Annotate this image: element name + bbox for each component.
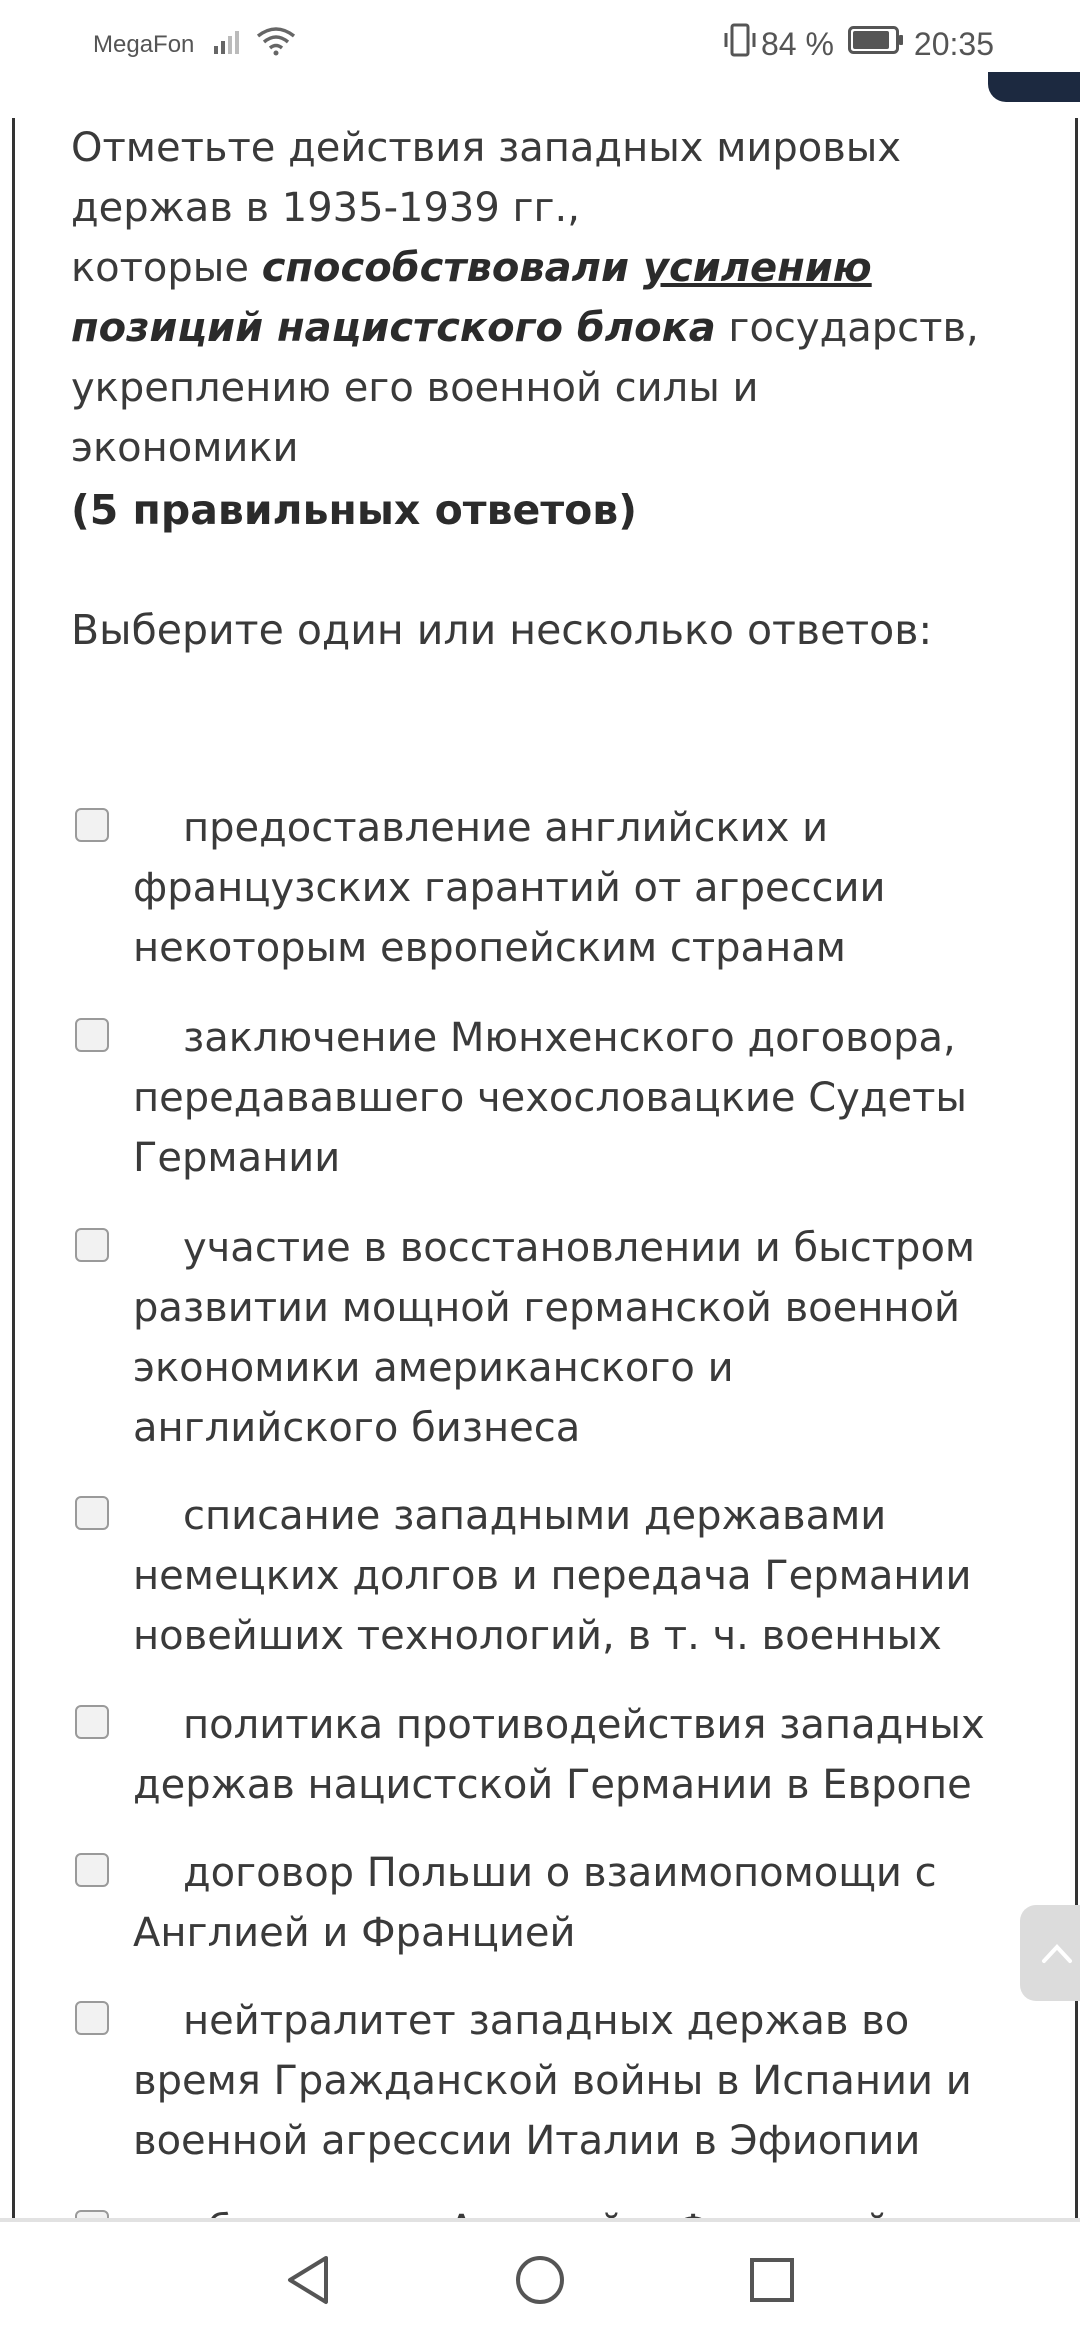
question-line-2 [71,238,991,478]
carrier-name: MegaFon [93,30,195,58]
battery-icon [848,25,904,63]
nav-recents-button[interactable] [746,2252,798,2312]
quiz-question-panel [12,118,1078,2218]
question-line-1: Отметьте действия западных мировых держав в 1935-1939 гг., [71,125,902,231]
answer-checkbox[interactable] [75,1705,109,1739]
status-right [723,22,994,66]
signal-icon [214,28,248,61]
answer-label: участие в восстановлении и быстром развитии мощной германской военной экономики американского и английского бизнеса [133,1225,976,1451]
answer-checkbox[interactable] [75,2001,109,2035]
nav-home-button[interactable] [514,2252,566,2312]
wifi-icon [256,26,296,63]
answer-checkbox[interactable] [75,1853,109,1887]
answer-label: политика противодействия западных держав нацистской Германии в Европе [133,1702,985,1808]
chevron-up-icon [1040,1939,1074,1967]
answer-checkbox[interactable] [75,1496,109,1530]
vibrate-icon [723,22,757,66]
correct-answer-count: (5 правильных ответов) [71,486,637,534]
battery-percent: 84 % [760,25,834,62]
answer-label: списание западными державами немецких долгов и передача Германии новейших технологий, в т. ч. военных [133,1493,972,1659]
home-circle-icon [514,2252,566,2308]
answer-checkbox[interactable] [75,808,109,842]
navigation-bar [0,2222,1080,2340]
question-emphasis-2: позиций нацистского блока [71,305,716,351]
question-before: которые [71,245,262,291]
answer-label: заключение Мюнхенского договора, передававшего чехословацкие Судеты Германии [133,1015,967,1181]
back-triangle-icon [282,2252,334,2308]
answer-prompt: Выберите один или несколько ответов: [71,606,933,654]
answer-label: договор Польши о взаимопомощи с Англией и Францией [133,1850,937,1956]
question-after: государств, укреплению его военной силы и экономики [71,305,979,471]
status-left [93,26,296,63]
scroll-to-top-button[interactable] [1020,1905,1080,2001]
answer-label: предоставление английских и французских гарантий от агрессии некоторым европейским странам [133,805,886,971]
status-bar [0,0,1080,84]
question-emphasis-underlined: усилению [642,245,872,291]
nav-back-button[interactable] [282,2252,334,2312]
header-corner-tab [988,72,1080,102]
question-text [71,118,991,478]
question-emphasis-1: способствовали [261,245,643,291]
answer-checkbox[interactable] [75,1018,109,1052]
clock: 20:35 [913,25,994,62]
answer-checkbox[interactable] [75,1228,109,1262]
recents-square-icon [746,2252,798,2308]
answer-label: нейтралитет западных держав во время Гражданской войны в Испании и военной агрессии Италии в Эфиопии [133,1998,972,2164]
